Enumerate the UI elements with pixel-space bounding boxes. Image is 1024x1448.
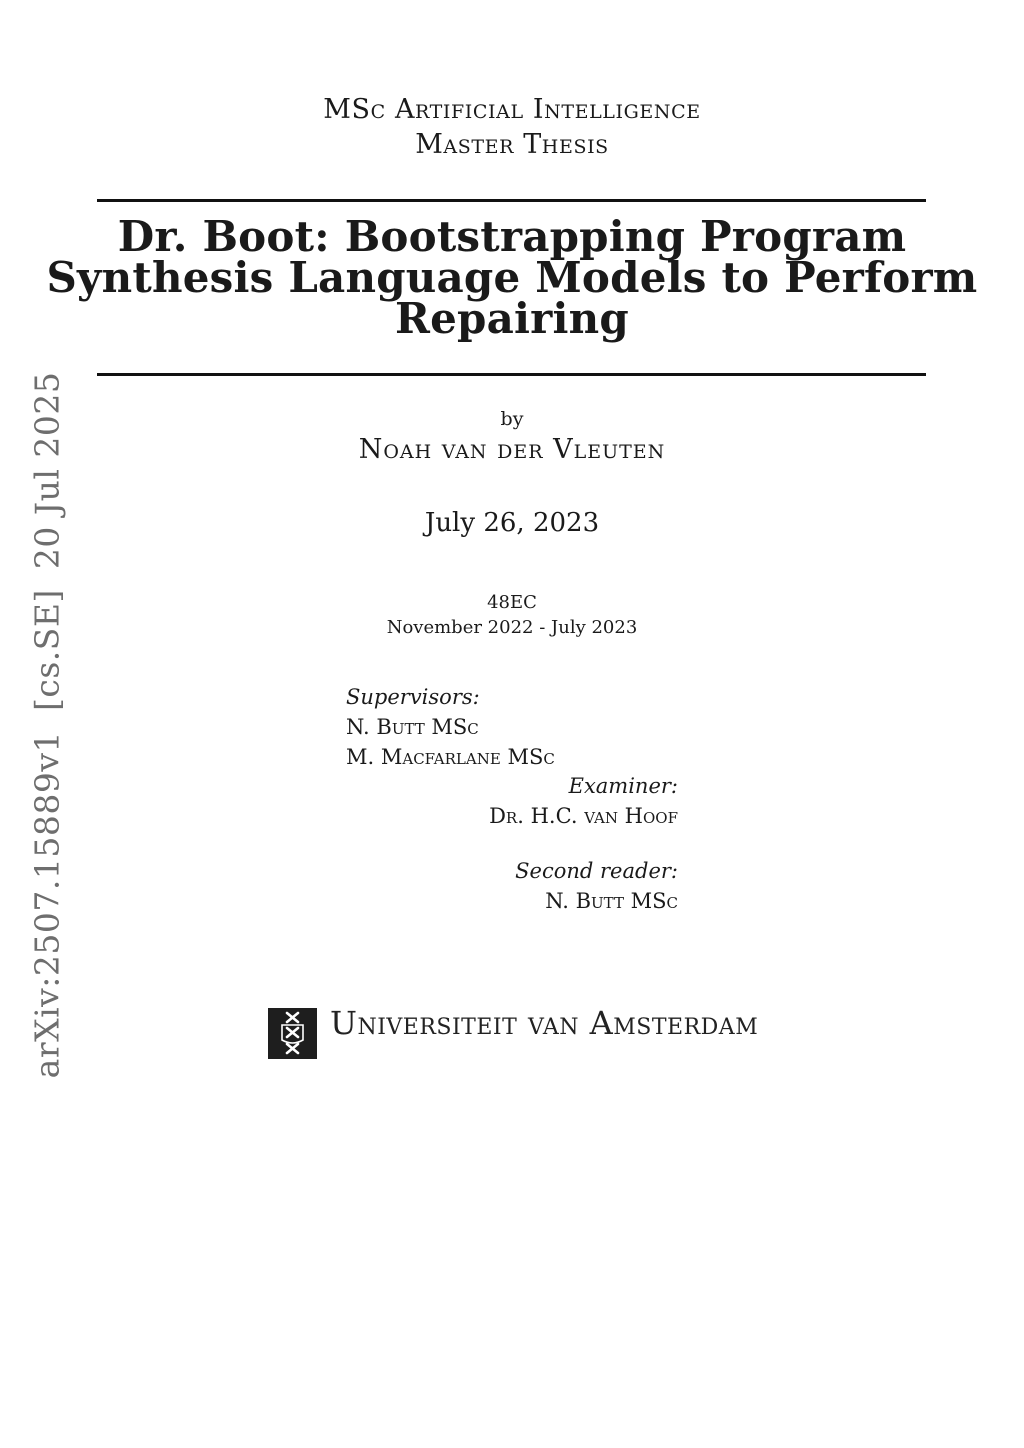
arxiv-stamp [28,372,67,1079]
second-reader-name: N. Butt MSc [545,889,678,913]
thesis-type: Master Thesis [415,129,609,160]
title-line-2: Synthesis Language Models to Perform [46,253,978,302]
supervisors-block [346,682,555,772]
uva-crest-icon [268,1008,317,1059]
examiner-label: Examiner: [568,774,678,798]
author-name: Noah van der Vleuten [358,434,666,465]
thesis-date: July 26, 2023 [424,508,600,538]
examiner-name: Dr. H.C. van Hoof [489,804,678,828]
credits-ec: 48EC [487,592,537,613]
second-reader-label: Second reader: [515,859,678,883]
program-header [0,92,1024,162]
second-reader-block [346,856,678,916]
by-label: by [500,408,524,430]
arxiv-id: arXiv:2507.15889v1 [27,731,67,1079]
title-line-3: Repairing [395,294,629,343]
supervisors-label: Supervisors: [346,685,480,709]
university-name: Universiteit van Amsterdam [330,1004,759,1042]
credits-block [0,590,1024,640]
arxiv-date: 20 Jul 2025 [27,371,67,570]
title-top-rule [97,199,926,202]
title-bottom-rule [97,373,926,376]
thesis-title [0,212,1024,343]
credits-period: November 2022 - July 2023 [386,617,638,638]
supervisor-name: N. Butt MSc [346,715,479,739]
title-line-1: Dr. Boot: Bootstrapping Program [117,212,907,261]
arxiv-category: [cs.SE] [27,589,67,711]
examiner-block [346,771,678,831]
program-name: MSc Artificial Intelligence [323,94,701,125]
supervisor-name: M. Macfarlane MSc [346,745,555,769]
